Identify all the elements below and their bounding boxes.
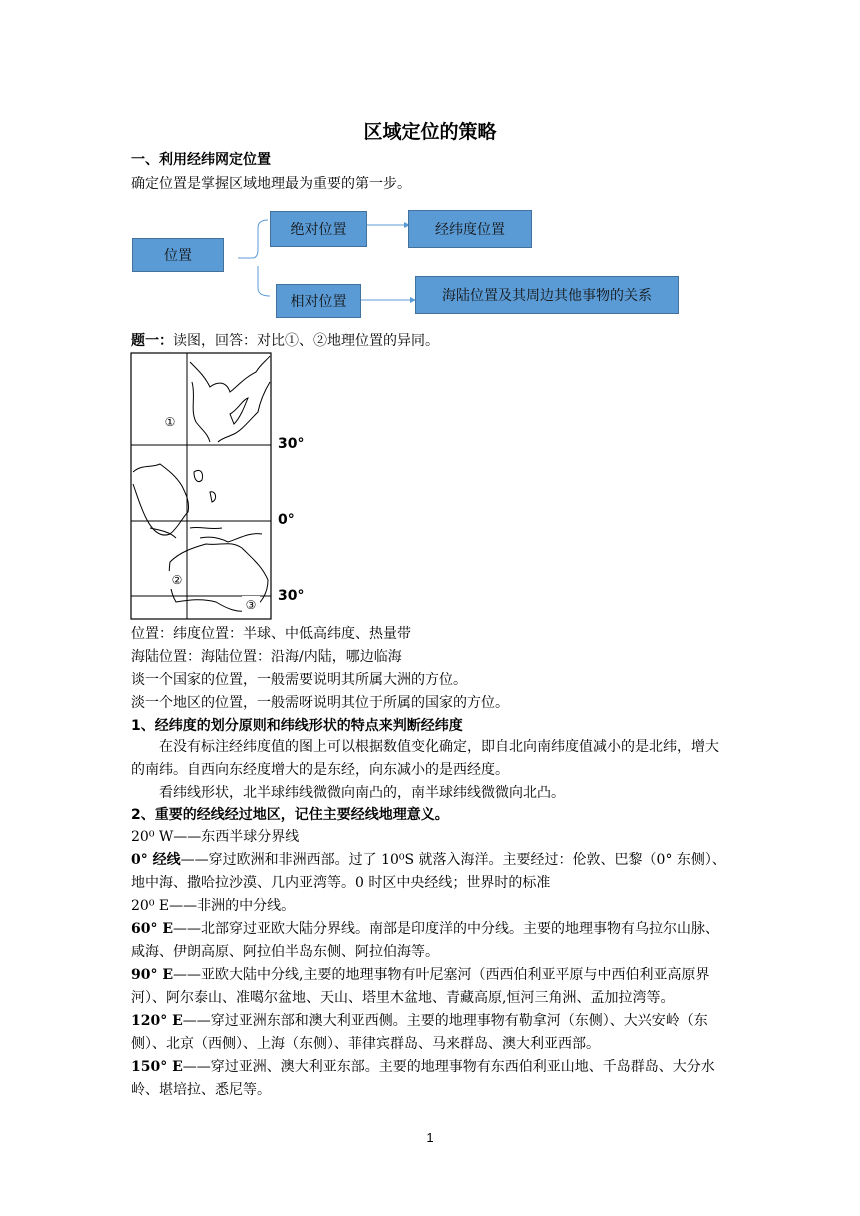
meridian-item bbox=[131, 826, 731, 849]
page-number: 1 bbox=[426, 1130, 434, 1145]
meridian-item bbox=[131, 1010, 731, 1056]
meridian-label: 90° E bbox=[131, 967, 174, 983]
meridian-item bbox=[131, 1056, 731, 1102]
box-relative: 相对位置 bbox=[276, 284, 361, 318]
section2-heading: 1、经纬度的划分原则和纬线形状的特点来判断经纬度 bbox=[131, 718, 463, 734]
section1-intro: 确定位置是掌握区域地理最为重要的第一步。 bbox=[131, 176, 411, 192]
box-relative-detail: 海陆位置及其周边其他事物的关系 bbox=[415, 276, 679, 314]
meridian-text: ——穿过亚洲、澳大利亚东部。主要的地理事物有东西伯利亚山地、千岛群岛、大分水岭、堪培拉、悉尼等。 bbox=[131, 1059, 715, 1098]
meridian-item bbox=[131, 918, 731, 964]
meridian-text: ——东西半球分界线 bbox=[173, 829, 300, 845]
map-frame bbox=[131, 353, 271, 619]
note-line: 谈一个国家的位置，一般需要说明其所属大洲的方位。 bbox=[131, 672, 467, 688]
section2-paragraph: 看纬线形状，北半球纬线微微向南凸的，南半球纬线微微向北凸。 bbox=[159, 785, 565, 801]
note-line: 海陆位置：海陆位置：沿海/内陆，哪边临海 bbox=[131, 649, 402, 665]
meridian-label: 0° 经线 bbox=[131, 852, 181, 868]
box-absolute-detail: 经纬度位置 bbox=[408, 210, 532, 248]
meridian-label: 60° E bbox=[131, 921, 174, 937]
question-line bbox=[131, 332, 439, 350]
marker-3: ③ bbox=[242, 596, 260, 614]
section2-paragraph: 在没有标注经纬度值的图上可以根据数值变化确定，即自北向南纬度值减小的是北纬，增大的南纬。自西向东经度增大的是东经，向东减小的是西经度。 bbox=[131, 739, 719, 778]
page-title: 区域定位的策略 bbox=[363, 121, 497, 143]
lat-label-equator: 0° bbox=[278, 512, 295, 528]
marker-1: ① bbox=[161, 413, 179, 431]
meridian-text: ——北部穿过亚欧大陆分界线。南部是印度洋的中分线。主要的地理事物有乌拉尔山脉、咸海、伊朗高原、阿拉伯半岛东侧、阿拉伯海等。 bbox=[131, 921, 720, 960]
lat-label-30n: 30° bbox=[278, 436, 305, 452]
meridian-label: 150° E bbox=[131, 1059, 183, 1075]
question-text: 读图，回答：对比①、②地理位置的异同。 bbox=[173, 333, 439, 349]
lat-label-30s: 30° bbox=[278, 588, 305, 604]
map-figure bbox=[130, 352, 330, 622]
meridian-item bbox=[131, 895, 731, 918]
meridian-label: 120° E bbox=[131, 1013, 183, 1029]
box-absolute: 绝对位置 bbox=[270, 211, 367, 247]
meridian-label: 20⁰ E bbox=[131, 898, 170, 914]
section3-heading: 2、重要的经线经过地区，记住主要经线地理意义。 bbox=[131, 807, 449, 823]
meridian-text: ——非洲的中分线。 bbox=[169, 898, 296, 914]
meridian-label: 20⁰ W bbox=[131, 829, 174, 845]
note-line: 位置：纬度位置：半球、中低高纬度、热量带 bbox=[131, 626, 411, 642]
meridian-item bbox=[131, 849, 731, 895]
box-position: 位置 bbox=[132, 238, 224, 272]
map-drawing bbox=[130, 352, 330, 622]
section1-heading: 一、利用经纬网定位置 bbox=[131, 152, 271, 168]
meridian-text: ——亚欧大陆中分线,主要的地理事物有叶尼塞河（西西伯利亚平原与中西伯利亚高原界河）、阿尔泰山、准噶尔盆地、天山、塔里木盆地、青藏高原,恒河三角洲、孟加拉湾等。 bbox=[131, 967, 710, 1006]
meridian-text: ——穿过欧洲和非洲西部。过了 10⁰S 就落入海洋。主要经过：伦敦、巴黎（0° 东侧）、地中海、撒哈拉沙漠、几内亚湾等。0 时区中央经线；世界时的标准 bbox=[131, 852, 726, 891]
question-label: 题一： bbox=[131, 333, 173, 349]
marker-2: ② bbox=[168, 571, 186, 589]
meridian-item bbox=[131, 964, 731, 1010]
note-line: 淡一个地区的位置，一般需呀说明其位于所属的国家的方位。 bbox=[131, 695, 509, 711]
brace-connector bbox=[238, 220, 270, 296]
meridian-text: ——穿过亚洲东部和澳大利亚西侧。主要的地理事物有勒拿河（东侧）、大兴安岭（东侧）、北京（西侧）、上海（东侧）、菲律宾群岛、马来群岛、澳大利亚西部。 bbox=[131, 1013, 708, 1052]
